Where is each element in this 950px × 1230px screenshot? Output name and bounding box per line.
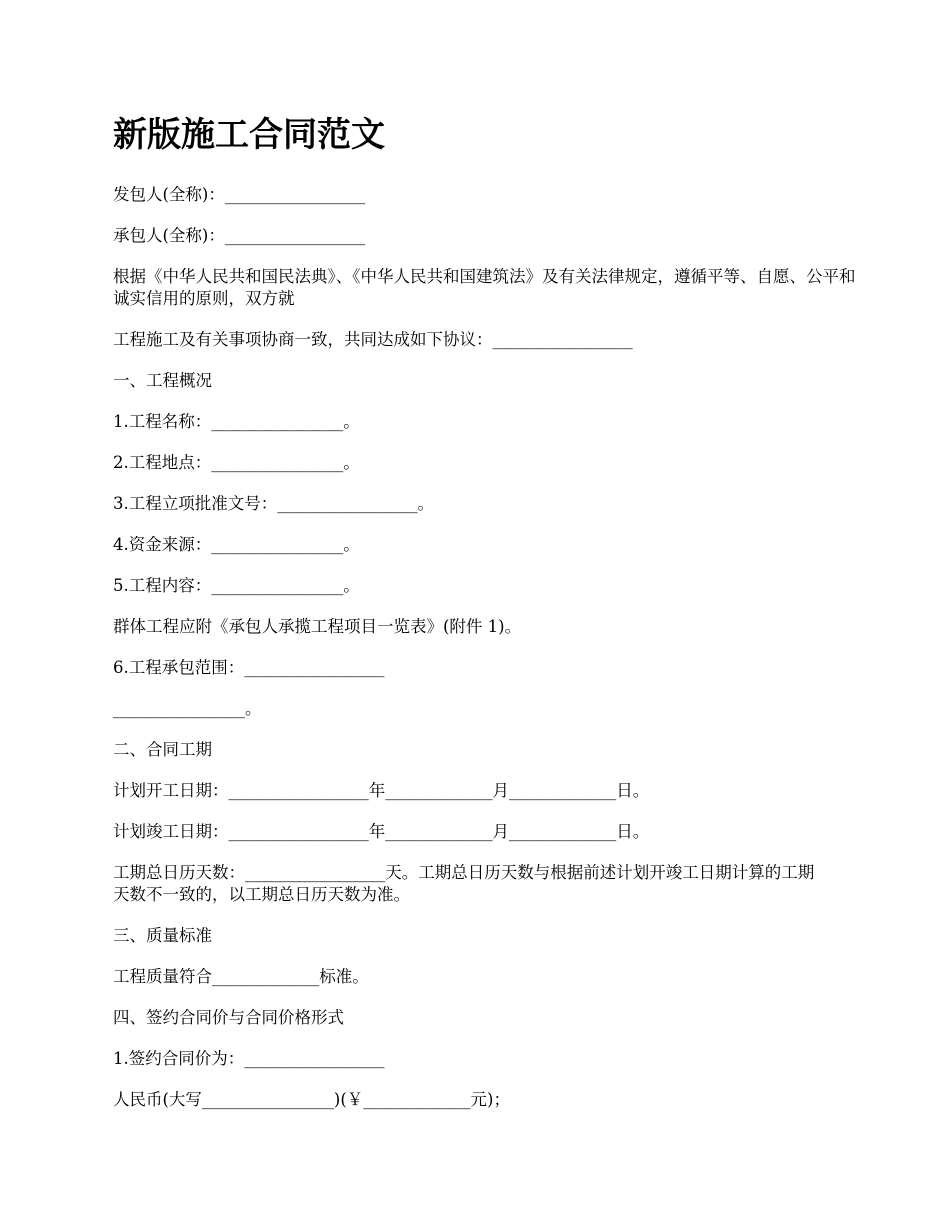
paragraph-scope-continued: ________________。 [113,699,262,718]
section-heading-quality-standard: 三、质量标准 [113,926,212,945]
paragraph-approval-number: 3.工程立项批准文号：_________________。 [113,494,434,513]
section-heading-project-overview: 一、工程概况 [113,371,212,390]
paragraph-employer: 发包人(全称)：_________________ [113,185,366,204]
paragraph-quality-standard: 工程质量符合_____________标准。 [113,967,369,986]
paragraph-planned-start-date: 计划开工日期：_________________年_____________月_____________日。 [113,781,650,800]
paragraph-contractor: 承包人(全称)：_________________ [113,226,366,245]
section-heading-contract-price: 四、签约合同价与合同价格形式 [113,1008,344,1027]
paragraph-contract-price: 1.签约合同价为：_________________ [113,1049,385,1068]
paragraph-funding-source: 4.资金来源：________________。 [113,535,360,554]
paragraph-project-content: 5.工程内容：________________。 [113,576,360,595]
paragraph-agreement: 工程施工及有关事项协商一致，共同达成如下协议：_________________ [113,330,633,349]
paragraph-planned-completion-date: 计划竣工日期：_________________年_____________月_____________日。 [113,822,650,841]
paragraph-group-project: 群体工程应附《承包人承揽工程项目一览表》(附件 1)。 [113,617,522,636]
paragraph-project-name: 1.工程名称：________________。 [113,412,360,431]
paragraph-contract-scope: 6.工程承包范围：_________________ [113,658,385,677]
paragraph-project-location: 2.工程地点：________________。 [113,453,360,472]
section-heading-contract-period: 二、合同工期 [113,740,212,759]
paragraph-rmb-amount: 人民币(大写________________)(￥_____________元)； [113,1090,510,1109]
document-title: 新版施工合同范文 [113,115,385,155]
paragraph-total-calendar-days: 工期总日历天数：_________________天。工期总日历天数与根据前述计划开竣工日期计算的工期天数不一致的，以工期总日历天数为准。 [113,863,815,904]
paragraph-legal-basis: 根据《中华人民共和国民法典》、《中华人民共和国建筑法》及有关法律规定，遵循平等、自愿、公平和诚实信用的原则，双方就 [113,267,856,308]
